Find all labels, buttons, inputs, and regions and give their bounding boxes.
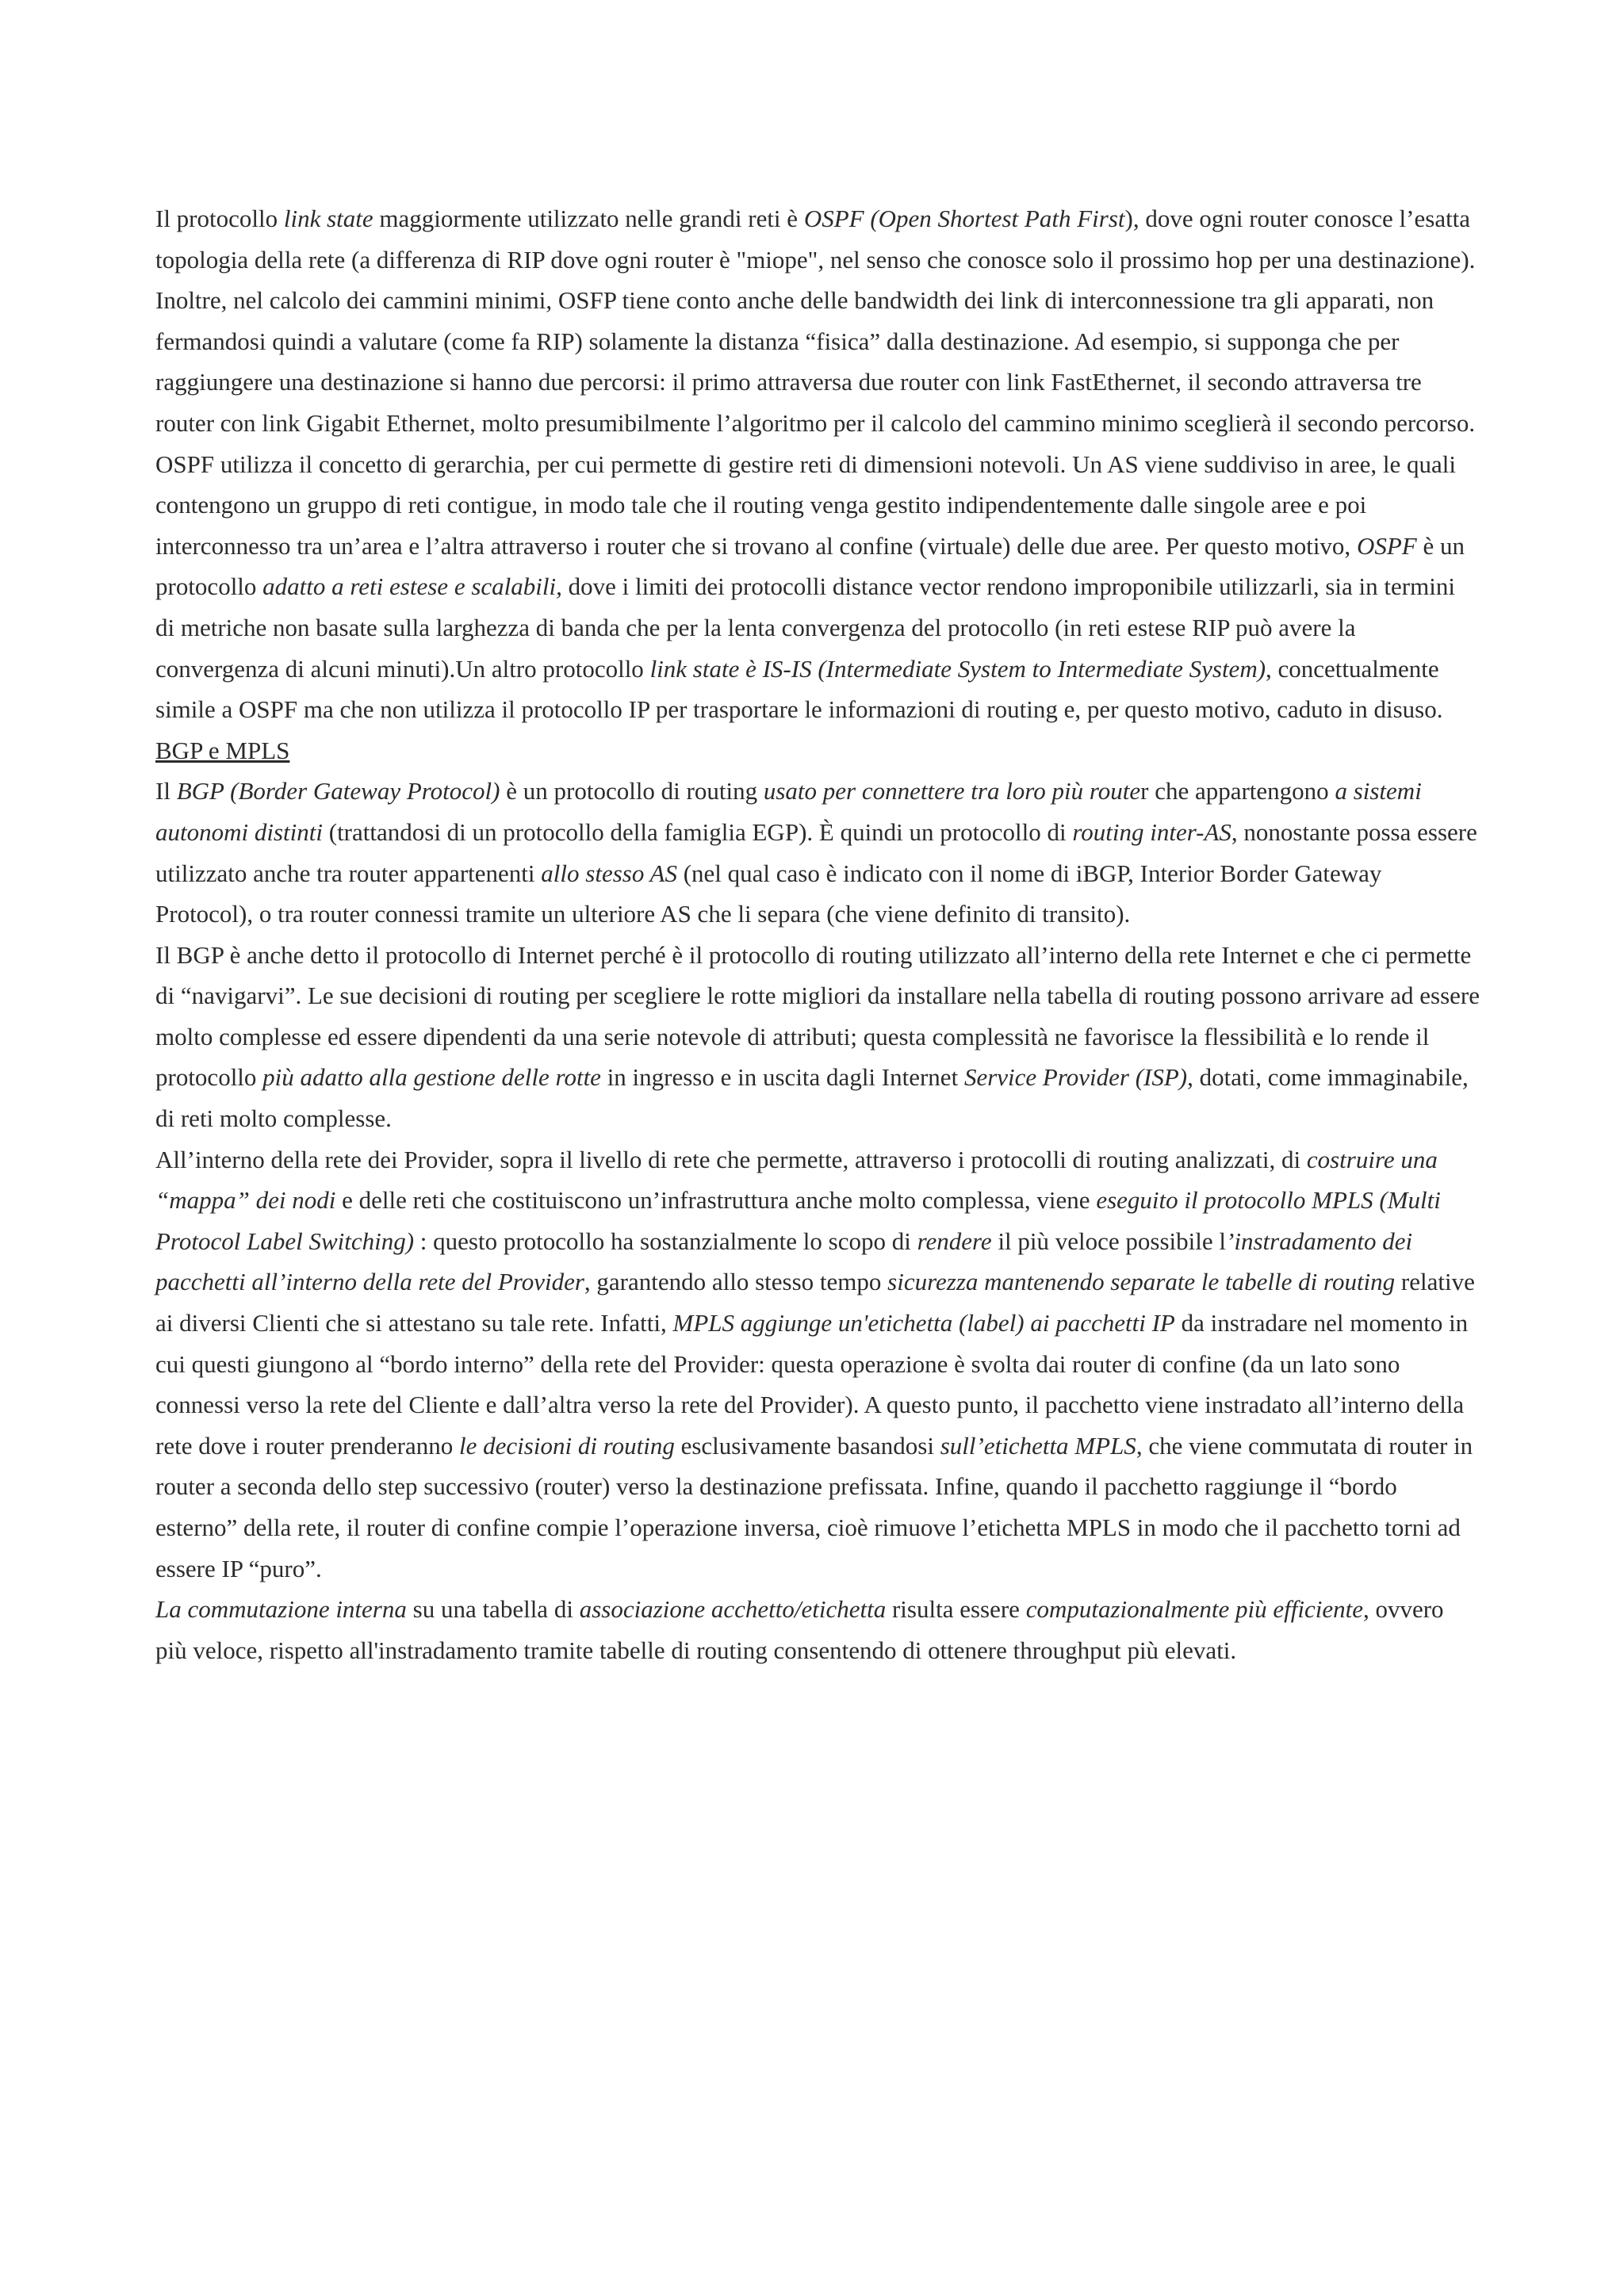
italic-text-run: rendere [917,1226,992,1255]
text-run: esclusivamente basandosi [674,1431,940,1460]
heading-bgp-mpls [155,730,1480,771]
text-run: risulta essere [886,1595,1026,1624]
paragraph-bgp-intro [155,771,1480,934]
italic-text-run: usato per connettere tra loro più route [763,777,1141,806]
italic-text-run: più adatto alla gestione delle rotte [262,1063,601,1092]
text-run: Il protocollo [155,205,284,232]
text-run: (trattandosi di un protocollo della famiglia EGP). È quindi un protocollo di [323,817,1073,846]
text-run: OSPF utilizza il concetto di gerarchia, per cui permette di gestire reti di dimensioni notevoli. Un AS viene suddiviso in aree, le quali contengono un gruppo di reti contigue, in modo tale che il routing venga gestito indipendentemente dalle singole aree e poi interconnesso tra un’area e l’altra attraverso i router che si trovano al confine (virtuale) delle due aree. Per questo motivo, [155,450,1457,560]
text-run: in ingresso e in uscita dagli Internet [600,1063,964,1092]
text-run: il più veloce possibile l [991,1226,1227,1255]
document-body [155,198,1480,1670]
text-run: dove i limiti dei protocolli distance vector rendono improponibile utilizzarli, sia in termini di metriche non basate sulla larghezza di banda che per la lenta convergenza del protocollo (in reti estese RIP può avere la convergenza di alcuni minuti).Un altro protocollo [155,572,1455,683]
italic-text-run: MPLS aggiunge un'etichetta (label) ai pacchetti IP [672,1309,1175,1337]
text-run: maggiormente utilizzato nelle grandi reti è [373,205,804,232]
text-run: (nel qual caso è indicato con il nome di iBGP, Interior Border Gateway Protocol), o tra router connessi tramite un ulteriore AS che li separa (che viene definito di transito). [155,859,1382,928]
italic-text-run: associazione acchetto/etichetta [579,1595,887,1624]
text-run: e delle reti che costituiscono un’infrastruttura anche molto complessa, viene [335,1186,1097,1215]
italic-text-run: le decisioni di routing [459,1431,675,1460]
italic-text-run: ’instradamento dei pacchetti all’interno della rete del Provider [155,1226,1413,1296]
text-run: : questo protocollo ha sostanzialmente lo scopo di [414,1226,917,1255]
text-run: Il BGP è anche detto il protocollo di Internet perché è il protocollo di routing utilizzato all’interno della rete Internet e che ci permette di “navigarvi”. Le sue decisioni di routing per scegliere le rotte migliori da installare nella tabella di routing possono arrivare ad essere molto complesse ed essere dipendenti da una serie notevole di attributi; questa complessità ne favorisce la flessibilità e lo rende il protocollo [155,940,1480,1092]
italic-text-run: BGP (Border Gateway Protocol) [176,777,500,806]
text-run: , concettualmente simile a OSPF ma che non utilizza il protocollo IP per trasportare le informazioni di routing e, per questo motivo, caduto in disuso. [155,654,1443,724]
paragraph-bgp-internet [155,935,1480,1139]
text-run: , ovvero più veloce, rispetto all'instradamento tramite tabelle di routing consentendo di ottenere throughput più elevati. [155,1595,1444,1664]
italic-text-run: costruire una “mappa” dei nodi [155,1145,1438,1215]
italic-text-run: routing inter-AS [1072,817,1231,846]
text-run: Il [155,777,177,806]
text-run: da instradare nel momento in cui questi giungono al “bordo interno” della rete del Provider: questa operazione è svolta dai router di confine (da un lato sono connessi verso la rete del Cliente e dall’altra verso la rete del Provider). A questo punto, il pacchetto viene instradato all’interno della rete dove i router prenderanno [155,1309,1469,1460]
text-run: relative ai diversi Clienti che si attestano su tale rete. Infatti, [155,1268,1475,1337]
paragraph-mpls [155,1139,1480,1590]
italic-text-run: adatto a reti estese e scalabili, [262,572,562,601]
text-run: , che viene commutata di router in router a seconda dello step successivo (router) verso la destinazione prefissata. Infine, quando il pacchetto raggiunge il “bordo esterno” della rete, il router di confine compie l’operazione inversa, cioè rimuove l’etichetta MPLS in modo che il pacchetto torni ad essere IP “puro”. [155,1431,1473,1582]
text-run: , garantendo allo stesso tempo [584,1268,888,1296]
text-run: è un protocollo [155,531,1465,601]
italic-text-run: eseguito il protocollo MPLS (Multi Protocol Label Switching) [155,1186,1441,1255]
italic-text-run: Service Provider (ISP) [963,1063,1188,1092]
text-run: All’interno della rete dei Provider, sopra il livello di rete che permette, attraverso i protocolli di routing analizzati, di [155,1145,1307,1173]
italic-text-run: a sistemi autonomi distinti [155,777,1422,846]
text-run: , dotati, come immaginabile, di reti molto complesse. [155,1063,1469,1133]
italic-text-run: OSPF (Open Shortest Path First [803,205,1125,232]
text-run: su una tabella di [406,1595,580,1624]
italic-text-run: link state [283,205,373,232]
paragraph-ospf-intro [155,198,1480,444]
paragraph-switching [155,1589,1480,1670]
text-run: , nonostante possa essere utilizzato anche tra router appartenenti [155,817,1477,887]
text-run: r che appartengono [1140,777,1335,806]
italic-text-run: sull’etichetta MPLS [940,1431,1136,1460]
text-run: ), dove ogni router conosce l’esatta topologia della rete (a differenza di RIP dove ogni router è "miope", nel senso che conosce solo il prossimo hop per una destinazione). Inoltre, nel calcolo dei cammini minimi, OSFP tiene conto anche delle bandwidth dei link di interconnessione tra gli apparati, non fermandosi quindi a valutare (come fa RIP) solamente la distanza “fisica” dalla destinazione. Ad esempio, si supponga che per raggiungere una destinazione si hanno due percorsi: il primo attraversa due router con link FastEthernet, il secondo attraversa tre router con link Gigabit Ethernet, molto presumibilmente l’algoritmo per il calcolo del cammino minimo sceglierà il secondo percorso. [155,205,1476,437]
italic-text-run: La commutazione interna [155,1595,407,1624]
italic-text-run: link state è IS-IS (Intermediate System to Intermediate System) [649,654,1266,683]
italic-text-run: computazionalmente più efficiente [1025,1595,1363,1624]
paragraph-ospf-hierarchy [155,444,1480,730]
italic-text-run: allo stesso AS [541,859,677,887]
text-run: è un protocollo di routing [500,777,764,806]
italic-text-run: OSPF [1356,531,1417,560]
text-run: BGP e MPLS [155,736,290,764]
italic-text-run: sicurezza mantenendo separate le tabelle di routing [887,1268,1396,1296]
